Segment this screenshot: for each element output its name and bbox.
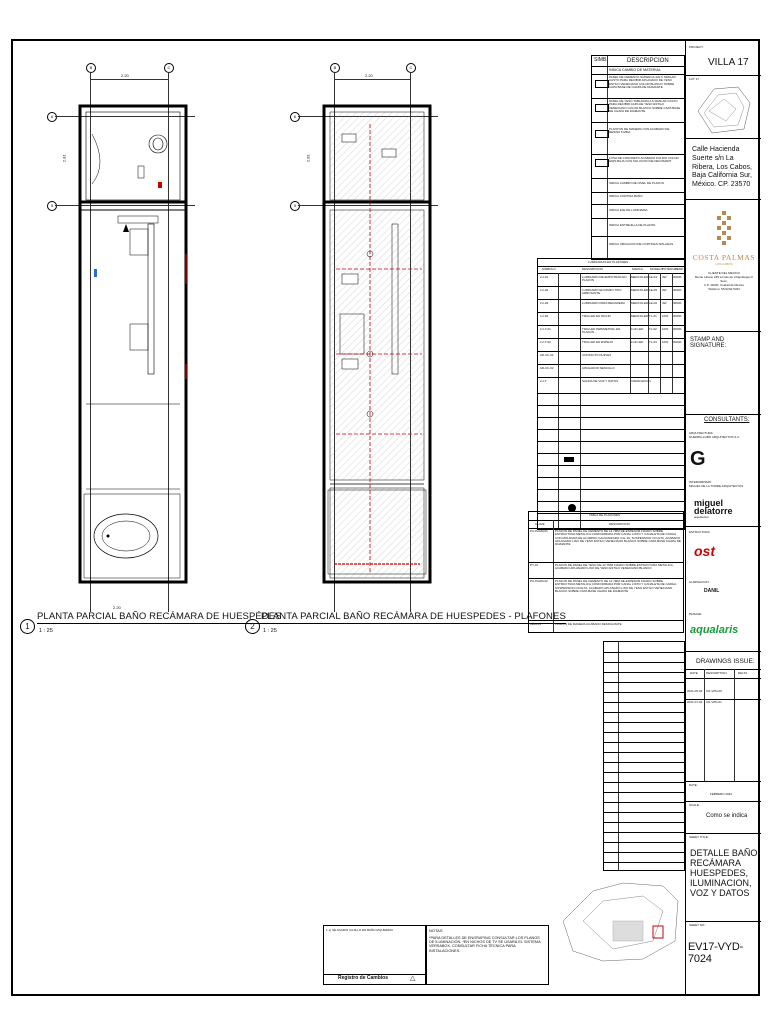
miguel-logo-line2: delatorre: [694, 506, 733, 516]
lum-brand: MERCOLED: [631, 275, 649, 279]
lum-brand: MERCOLED: [631, 314, 649, 318]
lum-model: LE-04: [649, 275, 658, 279]
lum-desc: TIRA LED PERIMETRAL EN PLAFON: [582, 327, 621, 335]
ceiling-key: PC-PAAM-01: [530, 529, 548, 533]
legend-item: INDICA ENTREJILLA DE PLAFON: [609, 223, 656, 227]
dimension-label: 2.20: [121, 73, 129, 78]
lum-desc: CONTACTO DUPLEX: [582, 353, 612, 357]
costa-palmas-logo-icon: [713, 209, 735, 249]
lum-power: 4W: [662, 275, 667, 279]
luminaires-column: TEMP: [675, 267, 684, 271]
luminaires-table: [537, 258, 685, 530]
lum-brand: LUZ LED: [631, 340, 644, 344]
notes-label: NOTAS: [429, 928, 443, 933]
issue-description: CD-VPD-01: [706, 700, 722, 704]
ceiling-key: PC-PAAM-02: [530, 579, 548, 583]
lum-model: LE-06: [649, 301, 658, 305]
legend-item: PANEL DE YESO TABLAROCA 6 SIMILAR CASTO PARA RECIBIR CAPA DE YESO ESTILO VENECIANO COLOR BLANCO SOBRE CAPA BASE DE CHAPA DE DIAMANTE: [609, 99, 681, 113]
issue-date: 2021-07-02: [687, 700, 703, 704]
luminaires-column: DESCRIPCION: [582, 267, 603, 271]
lum-desc: LUMINARIO EN MURO TIPO ARBOTANTE: [582, 288, 622, 296]
brand-name: COSTA PALMAS: [692, 253, 756, 262]
lum-key: LU-02: [540, 288, 549, 292]
grid-bubble: C: [164, 63, 174, 73]
legend-item: PLANTON DE MADERA CON ACABADO DE RESINA 6 MMA: [609, 127, 670, 135]
ceilings-col-key: CLAVE: [535, 522, 545, 526]
sheet-number: EV17-VYD-7024: [688, 941, 744, 965]
client-line: CLIENTE DEL MEXICO: [708, 271, 740, 275]
dimension-label: 2.81: [305, 154, 311, 163]
lum-key: LU-04: [540, 314, 549, 318]
plan-number-2: 2: [245, 619, 260, 634]
issue-col: DATE: [690, 671, 698, 675]
address-text: Calle Hacienda Suerte s/n La Ribera, Los Cabos, Baja California Sur, México. CP. 23570: [692, 146, 752, 188]
lum-key: LU-T: [540, 379, 547, 383]
lum-brand: MERCOLED: [631, 301, 649, 305]
legend-item: LOSA DE CONCRETO ACABADO PULIDO COLOR GRIS BAJA CON SOLUCION DE DECOMART: [609, 156, 679, 164]
consultant-line: GUERRA-LOBO ARQUITECTOS S.C.: [689, 435, 741, 439]
consultants-label: CONSULTANTS:: [704, 417, 750, 423]
luminaires-column: MARCA: [632, 267, 643, 271]
warning-icon: △: [410, 975, 416, 982]
issue-date: 2021-05-03: [687, 689, 703, 693]
lum-key: LU-03: [540, 301, 549, 305]
dimension-label: 2.20: [113, 605, 121, 610]
plan-number-1: 1: [20, 619, 35, 634]
legend-item: INDICA CAMBIO DE NIVEL DE PLAFON: [609, 181, 664, 185]
project-label: PROJECT:: [689, 45, 704, 49]
consultant-line: MIGUEL DE LA TORRE ARQUITECTOS: [689, 484, 744, 488]
changes-box: [323, 925, 427, 985]
lum-brand: LUZ LED: [631, 327, 644, 331]
sheet-title: DETALLE BAÑO RECÁMARA HUESPEDES, ILUMINACION, VOZ Y DATOS: [690, 848, 758, 898]
lum-desc: LUMINARIO PARA REGADERA: [582, 301, 625, 305]
plan-2-title: PLANTA PARCIAL BAÑO RECÁMARA DE HUESPEDES - PLAFONES: [261, 611, 566, 622]
project-name: VILLA 17: [708, 57, 749, 68]
grid-bubble: 5: [290, 201, 300, 211]
floor-plan-drawing: [78, 104, 188, 584]
luminaires-column: SIMBOLO: [542, 267, 556, 271]
lum-key: LU-T-02: [540, 340, 551, 344]
legend-item: INDICA CAMBIO DE MATERIAL: [609, 68, 661, 72]
scale-value: Como se indica: [706, 813, 748, 819]
lum-desc: TIRA LED EN ESPEJO: [582, 340, 614, 344]
miguel-logo: miguel: [694, 498, 724, 508]
legend-header-symbol: SIMB.: [594, 57, 608, 63]
lum-temp: 3000K: [673, 327, 682, 331]
plan-1-title: PLANTA PARCIAL BAÑO RECÁMARA DE HUESPÉDES: [37, 611, 282, 622]
luminaires-column: MODELO: [650, 267, 664, 271]
client-line: C.P. 11000, Ciudad de México: [703, 283, 745, 287]
danil-logo: DANIL: [704, 588, 720, 594]
aqualaris-logo: aqualaris: [690, 624, 739, 636]
luminaires-column: POTENCIA: [662, 267, 678, 271]
notes-box: [425, 925, 549, 985]
legend-item: INDICA EJE DE LUMINARIA: [609, 208, 648, 212]
ceilings-title: TABLA DE PLAFONES: [589, 513, 620, 517]
luminaires-title: LUMINARIAS EN PLAFONES: [588, 260, 629, 264]
ceiling-plan-drawing: [322, 104, 432, 584]
consultant-line: ILUMINACION:: [689, 580, 710, 584]
date-value: FEBRERO 2022: [710, 792, 733, 796]
ceiling-desc: PLAFON DE PANEL DE YESO DE 12.7MM FIJADO SOBRE ESTRUCTURA METALICA, ACABADO APLANADO LISO DE YESO ESTILO VENECIANO BLANCO: [555, 563, 674, 571]
brand-subtitle: LOS CABOS: [715, 262, 733, 266]
lum-brand: MERCOLED: [631, 288, 649, 292]
plan-2: [295, 56, 465, 611]
lum-key: AD-CF-02: [540, 366, 554, 370]
lum-power: 3W: [662, 288, 667, 292]
issue-description: CD-VPD-00: [706, 689, 722, 693]
ceilings-col-desc: DESCRIPCION: [609, 522, 630, 526]
lum-model: TL-03: [649, 340, 657, 344]
lum-temp: 3000K: [673, 301, 682, 305]
legend-item: PANEL DE CEMENTO SUPERCA 420 6 SIMILAR CASTO PARA RECIBIR APLANADO DE YESO ESTILO VENECIANO COLOR BLANCO SOBRE CAPA BASE DE CHAPA DE DIAMANTE: [609, 75, 676, 89]
date-label: DATE:: [689, 783, 698, 787]
lum-desc: APAGADOR SENCILLO: [582, 366, 615, 370]
lum-key: LU-T-01: [540, 327, 551, 331]
lum-model: TL-02: [649, 327, 657, 331]
plan-1-scale: 1 : 25: [39, 628, 53, 634]
key-plan: [553, 871, 683, 966]
ost-logo: ost: [694, 543, 715, 559]
stamp-label: STAMP AND SIGNATURE:: [690, 337, 727, 349]
symbols-list: [603, 641, 685, 871]
ceilings-table: [528, 511, 684, 633]
lot-label: LOT 17: [689, 77, 699, 81]
grid-bubble: B: [330, 63, 340, 73]
g-logo-icon: G: [690, 448, 706, 470]
sheet-number-label: SHEET NO.:: [689, 923, 706, 927]
miguel-logo-line3: arquitectos: [694, 515, 709, 519]
consultant-line: ESTRUCTURA:: [689, 530, 711, 534]
lot-sketch: [694, 81, 754, 136]
title-block: [685, 41, 761, 994]
drawing-sheet: [11, 39, 760, 996]
plan-2-scale: 1 : 25: [263, 628, 277, 634]
change-entry: 1 1) SE ANADIO CAJILLO EN BAÑO IZQUIERDO: [326, 928, 394, 932]
scale-label: SCALE:: [689, 803, 700, 807]
lum-model: LE-05: [649, 288, 658, 292]
grid-bubble: 6: [47, 112, 57, 122]
lum-temp: 3000K: [673, 275, 682, 279]
lum-desc: TIRA LED EN NICHO: [582, 314, 611, 318]
legend-header-description: DESCRIPCION: [627, 58, 669, 64]
dimension-label: 2.81: [61, 154, 67, 163]
grid-bubble: B: [86, 63, 96, 73]
grid-bubble: 6: [290, 112, 300, 122]
consultant-line: PAISAJE:: [689, 612, 702, 616]
lum-temp: 3000K: [673, 288, 682, 292]
consultant-line: INTERIORISMO:: [689, 480, 712, 484]
lum-power: 10W: [662, 327, 669, 331]
issue-col: DESCRIPTION: [706, 671, 727, 675]
issue-col: DELTA: [738, 671, 748, 675]
changes-label: Registro de Cambios: [338, 975, 389, 981]
ceiling-desc: PLAFON DE PANEL DE CEMENTO DE 12.7MM DE ESPESOR FIJADO SOBRE ESTRUCTURA METALICA CONFORMADA POR CANAL LISTO Y CANALETA DE CARGA CON MOLDURA DE ALUMINIO GALVANIZADO CAL 26, SUSPENSION OCULTA, ACABADO APLANADO LISO DE YESO ESTILO VENECIANO BLANCO SOBRE CAPA BASE CHAPA DE DIAMANTE: [555, 529, 681, 547]
lum-desc: SALIDA DE VOZ Y DATOS: [582, 379, 619, 383]
drawings-issue-label: DRAWINGS ISSUE:: [696, 658, 755, 665]
lum-model: TL-01: [649, 314, 657, 318]
ceiling-key: MAD-01: [530, 622, 542, 626]
notes-text: *PARA DETALLES DE ENGRAPING CONSULTAR LOS PLANOS DE ILUMINACIÓN. *EN NICHOS DE TV SE USARÁ EL SISTEMA VERSABOX, CONSULTAR FICHA TÉCNICA PARA INSTALACIONES.: [429, 936, 541, 953]
dimension-label: 2.20: [365, 73, 373, 78]
lum-temp: 3000K: [673, 314, 682, 318]
legend-item: INDICA CORTINA BAÑO: [609, 194, 643, 198]
legend-item: INDICA UBICACION DE CORTINAS APILADAS: [609, 242, 674, 246]
lum-brand: VIMAR EIKON: [631, 379, 651, 383]
grid-bubble: 5: [47, 201, 57, 211]
plan-1: [50, 56, 233, 611]
client-line: Secc.: [720, 279, 728, 283]
lum-power: 10W: [662, 314, 669, 318]
grid-bubble: C: [406, 63, 416, 73]
ceiling-desc: PLAFON DE PANEL DE CEMENTO DE 12.7MM DE ESPESOR FIJADO SOBRE ESTRUCTURA METALICA CONFORMADA POR CANAL LISTO Y CANALETA DE CARGA, SUSPENSION OCULTA, ACABADO APLANADO LISO DE YESO ESTILO VENECIANO BLANCO SOBRE CAPA BASE CHAPA DE DIAMANTE: [555, 579, 677, 593]
lum-key: AD-CF-01: [540, 353, 554, 357]
client-line: Monte Libano 245 Lomas de Chapultepec II: [694, 275, 754, 279]
lum-key: LU-01: [540, 275, 549, 279]
lum-temp: 3000K: [673, 340, 682, 344]
ceiling-desc: PLAFON DE MADERA ACABADO RESINA MATE: [555, 622, 622, 626]
sheet-title-label: SHEET TITLE:: [689, 835, 709, 839]
consultant-line: ARQUITECTURA:: [689, 431, 714, 435]
lum-power: 10W: [662, 340, 669, 344]
lum-power: 4W: [662, 301, 667, 305]
legend-table: [591, 55, 685, 260]
ceiling-key: PY-01: [530, 563, 539, 567]
client-line: Teléfono: 55-5202-5323: [708, 287, 740, 291]
lum-desc: LUMINARIO DE EMPOTRAR EN PLAFON: [582, 275, 627, 283]
